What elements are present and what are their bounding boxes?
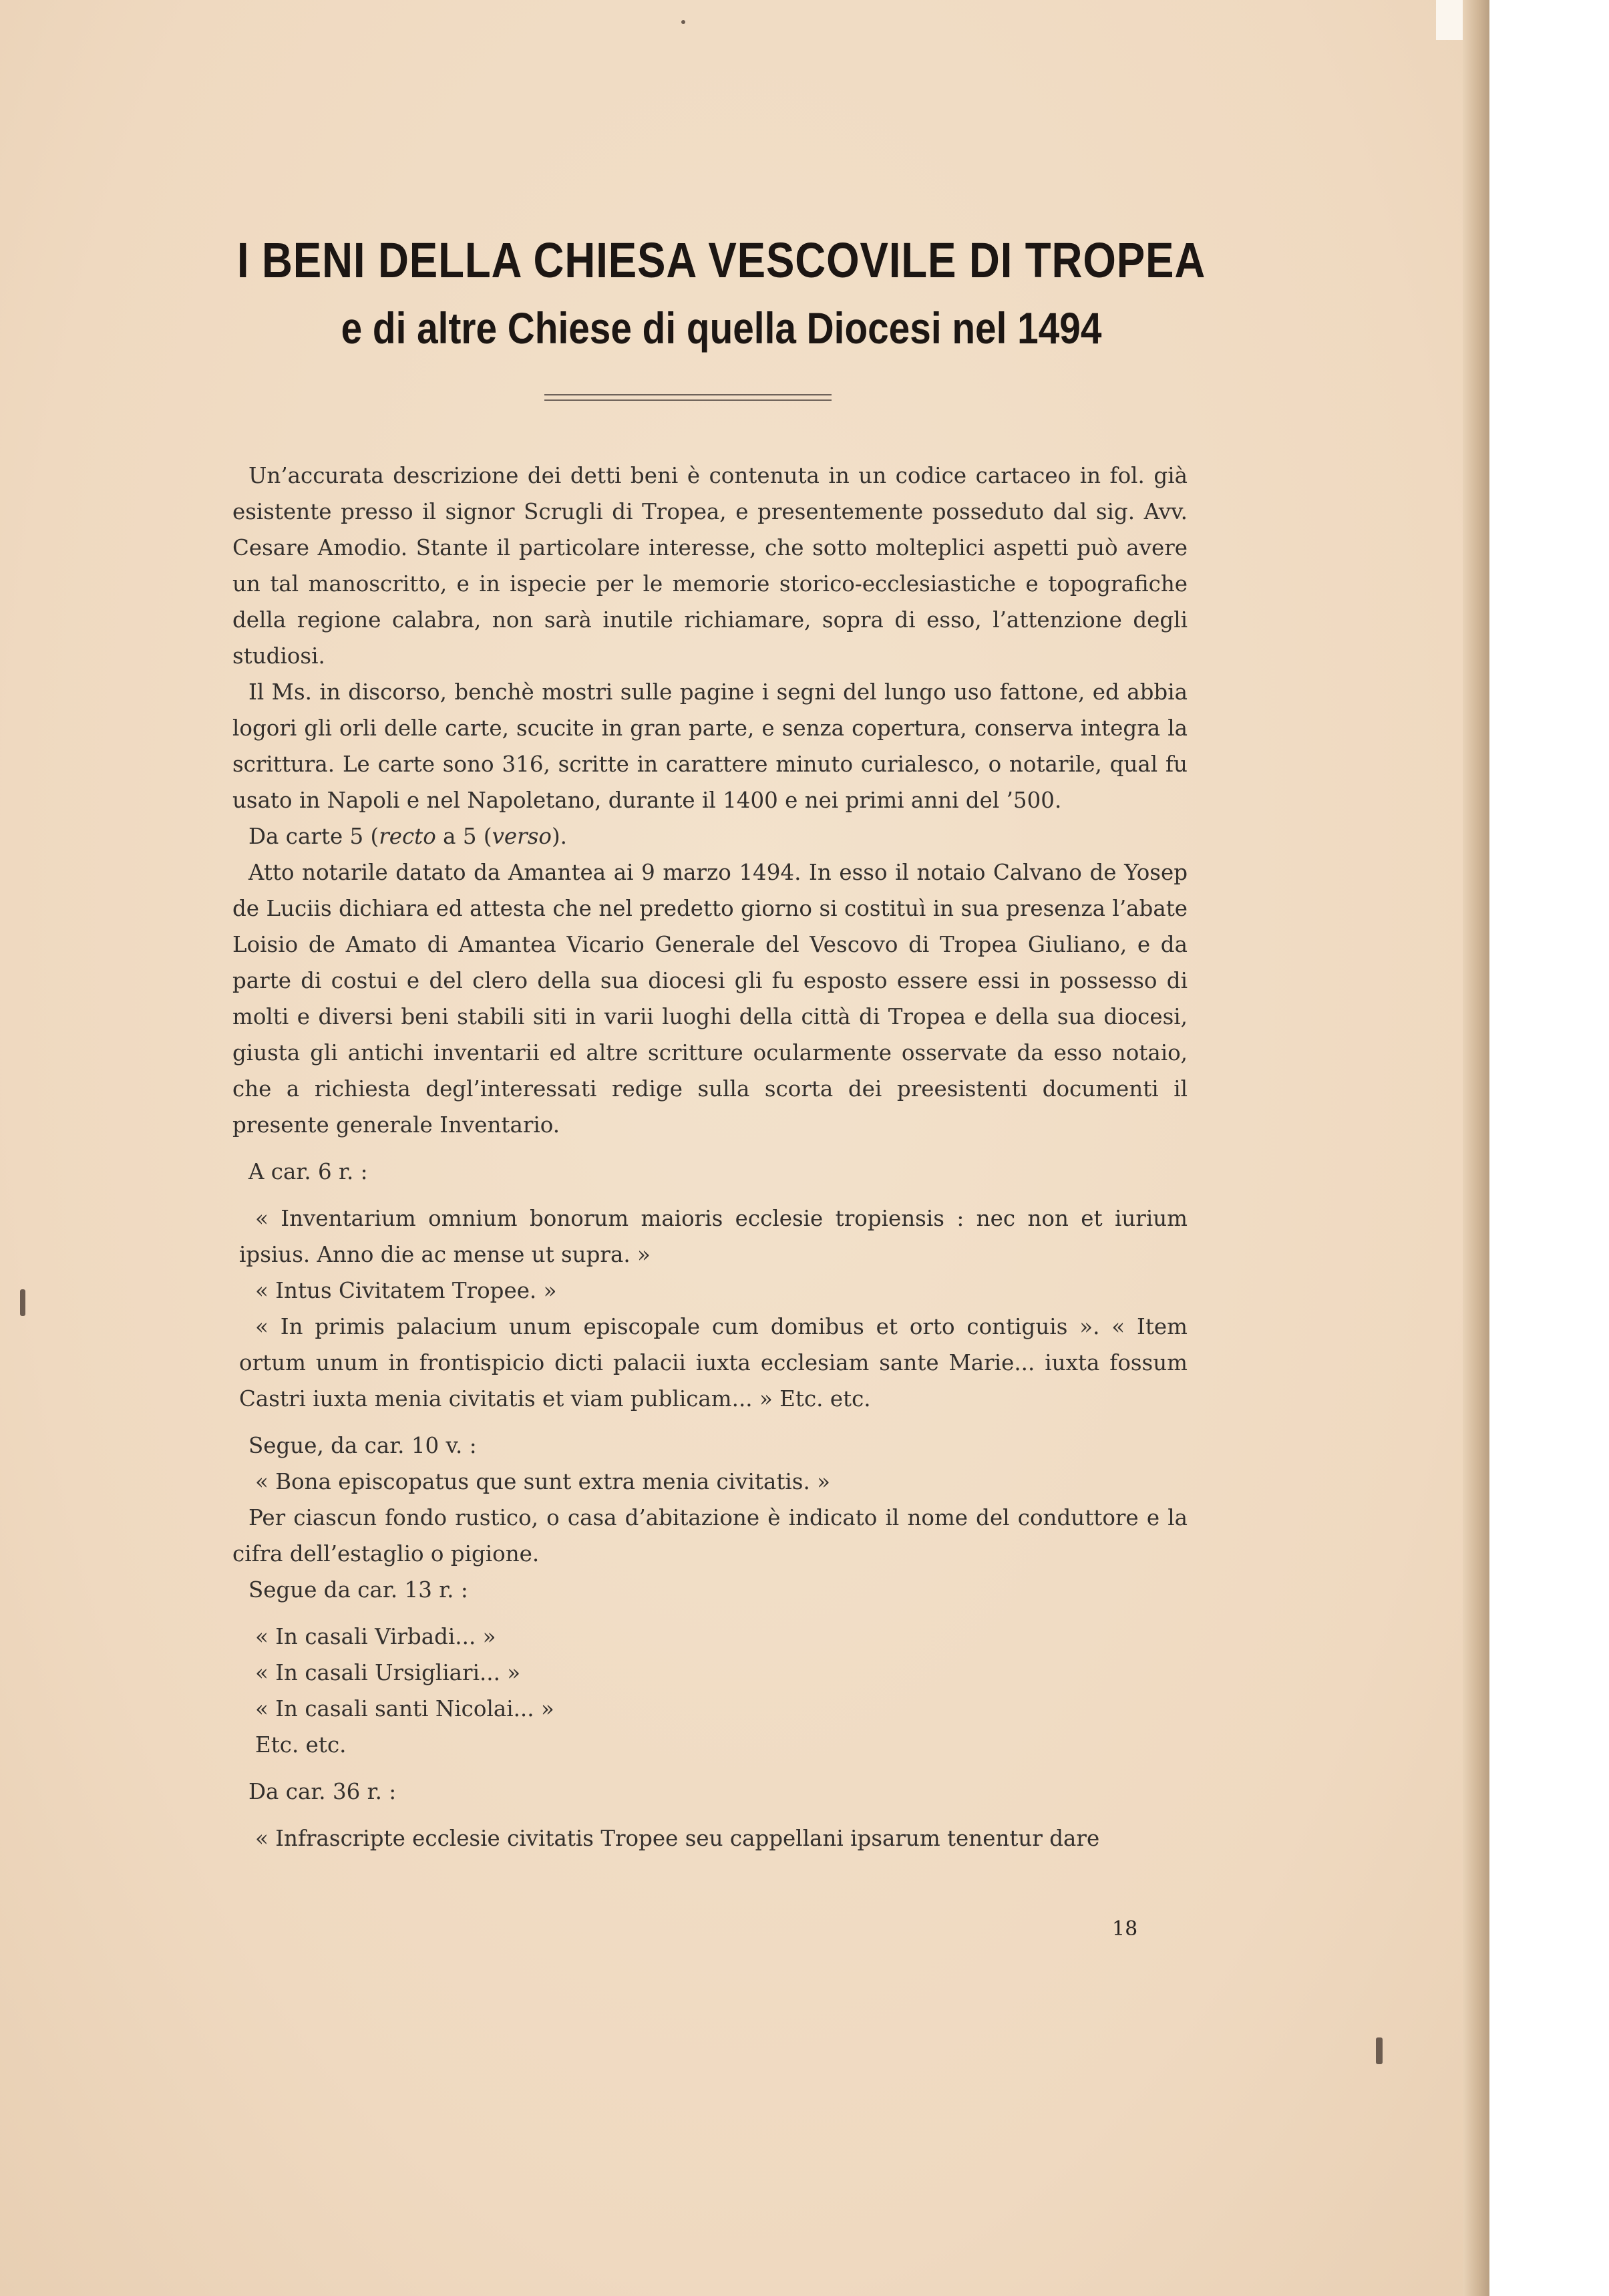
paragraph: A car. 6 r. : bbox=[248, 1159, 368, 1184]
page-edge-shadow bbox=[1463, 0, 1489, 2296]
paragraph: Da car. 36 r. : bbox=[248, 1779, 397, 1804]
title-line-2: e di altre Chiese di quella Diocesi nel 1494 bbox=[341, 303, 1102, 353]
quote: « Inventarium omnium bonorum maioris ecclesie tropiensis : nec non et iurium ipsius. Anno die ac mense ut supra. » bbox=[239, 1206, 1188, 1267]
a5-label: a 5 bbox=[443, 824, 477, 849]
quote: « In casali Virbadi... » bbox=[255, 1624, 496, 1649]
paragraph: Atto notarile datato da Amantea ai 9 marzo 1494. In esso il notaio Calvano de Yosep de Luciis dichiara ed attesta che nel predetto giorno si costituì in sua presenza l’abate Loisio de Amato di Amantea Vicario Generale del Vescovo di Tropea Giuliano, e da parte di costui e del clero della sua diocesi gli fu esposto essere essi in possesso di molti e diversi beni stabili siti in varii luoghi della città di Tropea e della sua diocesi, giusta gli antichi inventarii ed altre scritture ocularmente osservate da esso notaio, che a richiesta degl’interessati redige sulla scorta dei preesistenti documenti il presente generale Inventario. bbox=[232, 860, 1188, 1138]
paper-speck bbox=[20, 1289, 25, 1316]
carte-label: Da carte 5 bbox=[248, 824, 364, 849]
quote: « In casali santi Nicolai... » bbox=[255, 1696, 554, 1721]
paper-speck bbox=[1376, 2037, 1383, 2064]
title-line-1: I BENI DELLA CHIESA VESCOVILE DI TROPEA bbox=[236, 232, 1206, 288]
recto-label: recto bbox=[379, 824, 436, 849]
quote: « Intus Civitatem Tropee. » bbox=[255, 1278, 557, 1303]
paragraph: Etc. etc. bbox=[255, 1732, 347, 1758]
article-body bbox=[232, 458, 1188, 1856]
paragraph: Segue, da car. 10 v. : bbox=[248, 1433, 477, 1458]
quote: « Infrascripte ecclesie civitatis Tropee seu cappellani ipsarum tenentur dare bbox=[255, 1826, 1100, 1851]
paragraph-carte: Da carte 5 (recto a 5 (verso). bbox=[248, 824, 567, 849]
article-title bbox=[134, 227, 1309, 360]
paragraph: Il Ms. in discorso, benchè mostri sulle pagine i segni del lungo uso fattone, ed abbia logori gli orli delle carte, scucite in gran parte, e senza copertura, conserva integra la scrittura. Le carte sono 316, scritte in carattere minuto curialesco, o notarile, qual fu usato in Napoli e nel Napoletano, durante il 1400 e nei primi anni del ’500. bbox=[232, 679, 1188, 813]
quote: « In primis palacium unum episcopale cum domibus et orto contiguis ». « Item ortum unum in frontispicio dicti palacii iuxta ecclesiam sante Marie... iuxta fossum Castri iuxta menia civitatis et viam publicam... » Etc. etc. bbox=[239, 1314, 1188, 1412]
verso-label: verso bbox=[492, 824, 552, 849]
quote: « In casali Ursigliari... » bbox=[255, 1660, 521, 1685]
paper-speck bbox=[681, 20, 685, 24]
paragraph: Segue da car. 13 r. : bbox=[248, 1577, 468, 1603]
quote: « Bona episcopatus que sunt extra menia civitatis. » bbox=[255, 1469, 831, 1494]
paragraph: Un’accurata descrizione dei detti beni è contenuta in un codice cartaceo in fol. già esistente presso il signor Scrugli di Tropea, e presentemente posseduto dal sig. Avv. Cesare Amodio. Stante il particolare interesse, che sotto molteplici aspetti può avere un tal manoscritto, e in ispecie per le memorie storico-ecclesiastiche e topografiche della regione calabra, non sarà inutile richiamare, sopra di esso, l’attenzione degli studiosi. bbox=[232, 463, 1188, 669]
title-divider bbox=[544, 394, 832, 401]
paragraph: Per ciascun fondo rustico, o casa d’abitazione è indicato il nome del conduttore e la cifra dell’estaglio o pigione. bbox=[232, 1505, 1188, 1567]
page-number: 18 bbox=[1112, 1917, 1138, 1941]
